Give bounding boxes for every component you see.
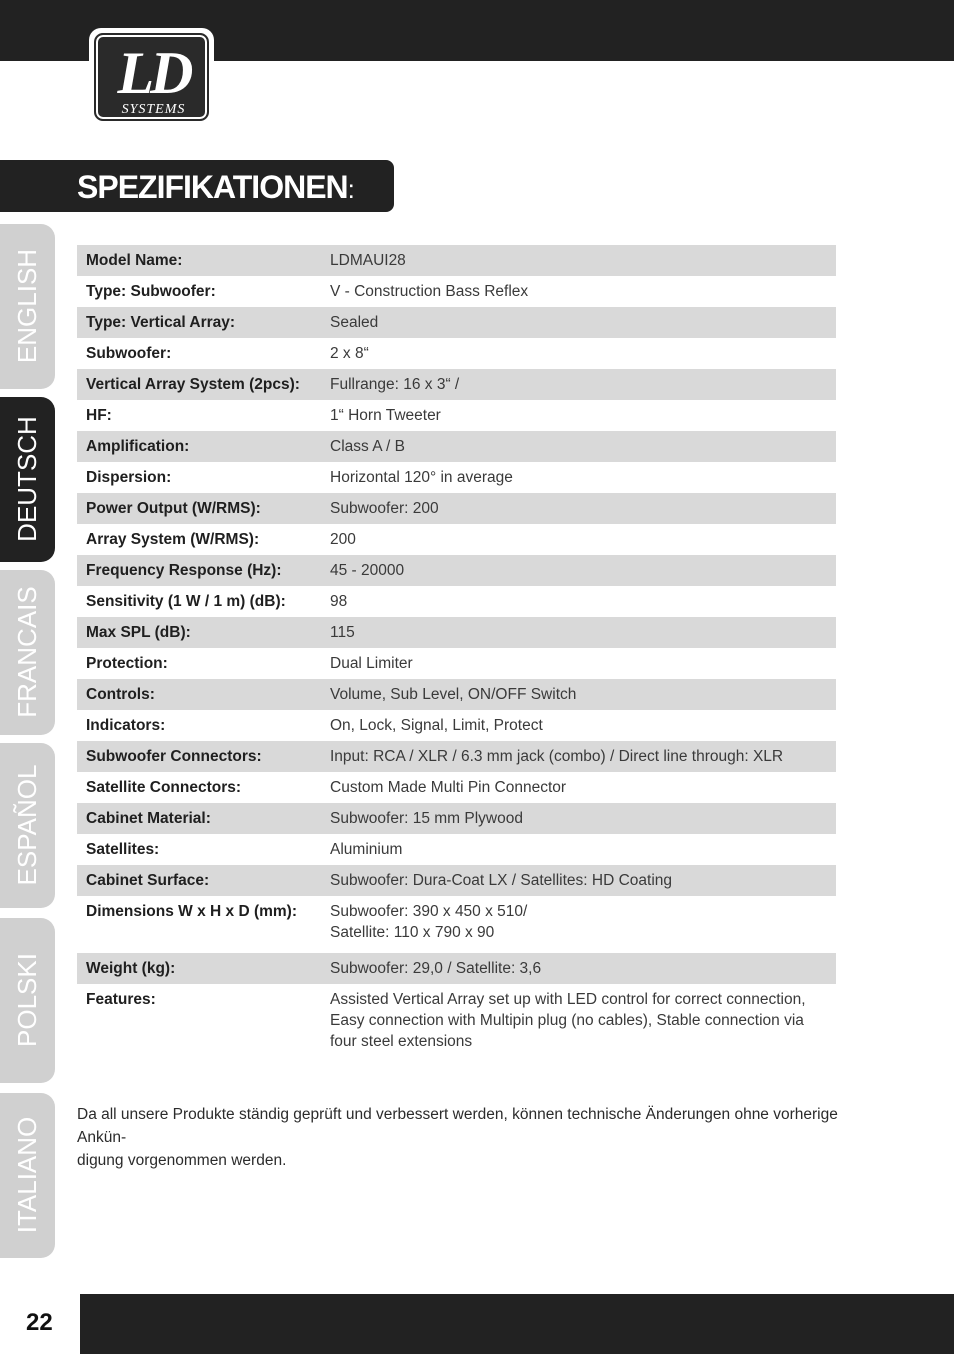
spec-label: Satellite Connectors: bbox=[86, 779, 242, 796]
ld-systems-logo bbox=[89, 28, 214, 126]
page-number-box bbox=[0, 1294, 80, 1354]
disclaimer-line: digung vorgenommen werden. bbox=[77, 1152, 287, 1169]
lang-tab-espanol[interactable] bbox=[0, 743, 55, 908]
spec-label: Dispersion: bbox=[86, 469, 172, 486]
spec-label: Power Output (W/RMS): bbox=[77, 493, 321, 524]
lang-tab-label: FRANCAIS bbox=[12, 586, 42, 718]
lang-tab-italiano[interactable] bbox=[0, 1093, 55, 1258]
spec-row bbox=[77, 984, 836, 1057]
spec-label: Model Name: bbox=[77, 245, 321, 276]
spec-value: On, Lock, Signal, Limit, Protect bbox=[330, 717, 543, 734]
spec-label: Cabinet Surface: bbox=[77, 865, 321, 896]
spec-label: Array System (W/RMS): bbox=[86, 531, 260, 548]
spec-value: 98 bbox=[330, 593, 348, 610]
spec-value: Class A / B bbox=[321, 431, 836, 462]
spec-row bbox=[77, 679, 836, 710]
spec-row bbox=[77, 462, 836, 493]
section-title-text: SPEZIFIKATIONEN bbox=[77, 169, 348, 205]
spec-row bbox=[77, 803, 836, 834]
spec-label: Amplification: bbox=[77, 431, 321, 462]
section-title bbox=[77, 169, 355, 207]
lang-tab-label: DEUTSCH bbox=[12, 416, 42, 542]
spec-value: LDMAUI28 bbox=[321, 245, 836, 276]
spec-label: Subwoofer: bbox=[86, 345, 172, 362]
spec-row bbox=[77, 369, 836, 400]
spec-row bbox=[77, 431, 836, 462]
spec-value bbox=[321, 896, 836, 953]
spec-value: Volume, Sub Level, ON/OFF Switch bbox=[321, 679, 836, 710]
spec-row bbox=[77, 710, 836, 741]
spec-row bbox=[77, 953, 836, 984]
spec-label: Weight (kg): bbox=[77, 953, 321, 984]
spec-label: Sensitivity (1 W / 1 m) (dB): bbox=[86, 593, 286, 610]
spec-value-line: Subwoofer: 390 x 450 x 510/ bbox=[330, 903, 528, 920]
spec-value: 200 bbox=[330, 531, 356, 548]
spec-row bbox=[77, 276, 836, 307]
section-header bbox=[0, 160, 394, 212]
spec-label: Features: bbox=[86, 991, 156, 1008]
spec-value: Dual Limiter bbox=[330, 655, 413, 672]
spec-label: Satellites: bbox=[86, 841, 160, 858]
spec-value: Input: RCA / XLR / 6.3 mm jack (combo) / Direct line through: XLR bbox=[321, 741, 836, 772]
spec-row bbox=[77, 245, 836, 276]
spec-label: Subwoofer Connectors: bbox=[77, 741, 321, 772]
logo-text: LD bbox=[117, 40, 190, 106]
page-number: 22 bbox=[26, 1309, 53, 1336]
spec-table bbox=[77, 245, 836, 1057]
spec-label: Dimensions W x H x D (mm): bbox=[86, 903, 297, 920]
spec-row bbox=[77, 493, 836, 524]
lang-tab-polski[interactable] bbox=[0, 918, 55, 1083]
lang-tab-english[interactable] bbox=[0, 224, 55, 389]
spec-value: Subwoofer: Dura-Coat LX / Satellites: HD Coating bbox=[321, 865, 836, 896]
lang-tab-label: ITALIANO bbox=[12, 1116, 42, 1234]
spec-value: Custom Made Multi Pin Connector bbox=[330, 779, 567, 796]
spec-value: 115 bbox=[321, 617, 836, 648]
spec-value: Subwoofer: 15 mm Plywood bbox=[321, 803, 836, 834]
spec-label: Cabinet Material: bbox=[77, 803, 321, 834]
logo-badge bbox=[94, 33, 209, 121]
spec-value: Aluminium bbox=[330, 841, 403, 858]
lang-tab-deutsch[interactable] bbox=[0, 397, 55, 562]
disclaimer-line: Da all unsere Produkte ständig geprüft und verbessert werden, können technische Änderungen ohne vorherige Ankün- bbox=[77, 1106, 838, 1146]
spec-value: Subwoofer: 200 bbox=[321, 493, 836, 524]
logo-subtext: SYSTEMS bbox=[121, 102, 186, 117]
spec-row bbox=[77, 741, 836, 772]
section-title-colon: : bbox=[347, 174, 355, 204]
disclaimer-note bbox=[77, 1103, 877, 1172]
spec-label: Controls: bbox=[77, 679, 321, 710]
spec-value: Sealed bbox=[321, 307, 836, 338]
lang-tab-label: ENGLISH bbox=[12, 248, 42, 364]
lang-tab-label: POLSKI bbox=[12, 953, 42, 1047]
spec-label: HF: bbox=[86, 407, 112, 424]
spec-row bbox=[77, 400, 836, 431]
spec-value: V - Construction Bass Reflex bbox=[330, 283, 529, 300]
spec-row bbox=[77, 648, 836, 679]
spec-label: Max SPL (dB): bbox=[77, 617, 321, 648]
spec-value: 1“ Horn Tweeter bbox=[330, 407, 441, 424]
spec-row bbox=[77, 555, 836, 586]
spec-row bbox=[77, 524, 836, 555]
spec-value: Fullrange: 16 x 3“ / bbox=[321, 369, 836, 400]
spec-row bbox=[77, 338, 836, 369]
spec-label: Type: Vertical Array: bbox=[77, 307, 321, 338]
spec-label: Type: Subwoofer: bbox=[86, 283, 216, 300]
spec-row bbox=[77, 865, 836, 896]
spec-value: Subwoofer: 29,0 / Satellite: 3,6 bbox=[321, 953, 836, 984]
spec-value: Assisted Vertical Array set up with LED control for correct connection, Easy connection with Multipin plug (no cables), Stable connection via four steel extensions bbox=[330, 991, 806, 1050]
spec-row bbox=[77, 586, 836, 617]
spec-value-line: Satellite: 110 x 790 x 90 bbox=[330, 924, 495, 941]
spec-row bbox=[77, 896, 836, 953]
spec-value: Horizontal 120° in average bbox=[330, 469, 513, 486]
lang-tab-francais[interactable] bbox=[0, 570, 55, 735]
spec-row bbox=[77, 772, 836, 803]
spec-label: Indicators: bbox=[86, 717, 166, 734]
spec-value: 45 - 20000 bbox=[321, 555, 836, 586]
spec-value: 2 x 8“ bbox=[330, 345, 369, 362]
spec-row bbox=[77, 617, 836, 648]
spec-label: Protection: bbox=[86, 655, 168, 672]
spec-row bbox=[77, 834, 836, 865]
spec-label: Vertical Array System (2pcs): bbox=[77, 369, 321, 400]
spec-row bbox=[77, 307, 836, 338]
spec-label: Frequency Response (Hz): bbox=[77, 555, 321, 586]
lang-tab-label: ESPAÑOL bbox=[12, 764, 42, 886]
bottom-bar bbox=[0, 1294, 954, 1354]
